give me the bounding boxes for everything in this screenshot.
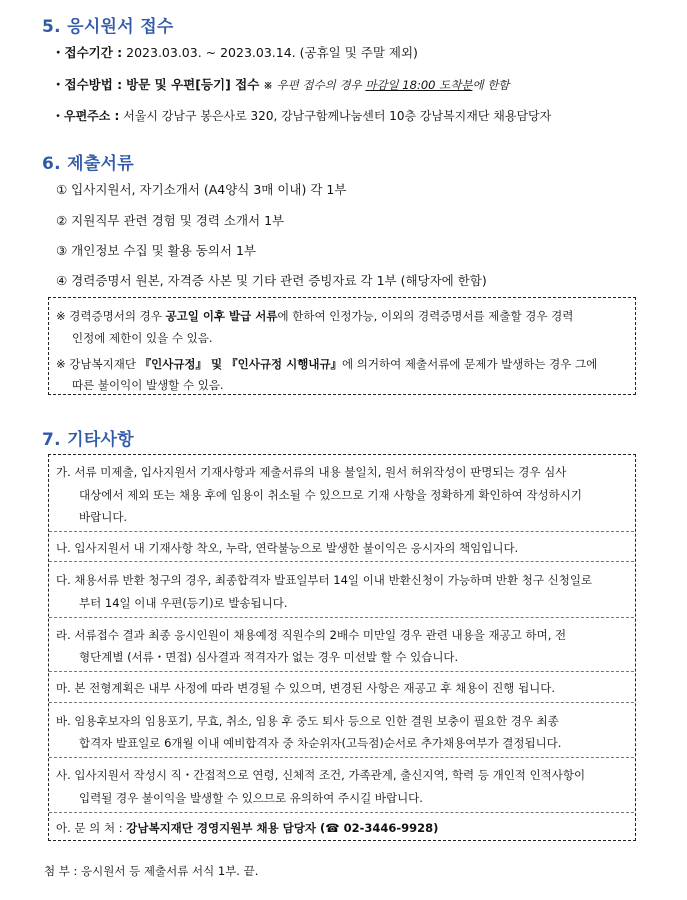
address-row (52, 107, 551, 124)
misc-item-line: 바. 임용후보자의 임용포기, 무효, 취소, 임용 후 중도 퇴사 등으로 인한 결원 보충이 필요한 경우 최종 (56, 714, 559, 728)
note-1-line-1 (56, 308, 573, 324)
period-label: ・접수기간 : (52, 45, 123, 60)
misc-item-line: 나. 입사지원서 내 기재사항 착오, 누락, 연락불능으로 발생한 불이익은 응시자의 책임입니다. (56, 541, 519, 555)
doc-item: ④ 경력증명서 원본, 자격증 사본 및 기타 관련 증빙자료 각 1부 (해당자에 한함) (56, 273, 487, 288)
doc-item: ③ 개인정보 수집 및 활용 동의서 1부 (56, 243, 256, 258)
misc-item-line: 대상에서 제외 또는 채용 후에 임용이 취소될 수 있으므로 기재 사항을 정확하게 확인하여 작성하시기 (79, 488, 582, 502)
misc-item-line: 마. 본 전형계획은 내부 사정에 따라 변경될 수 있으며, 변경된 사항은 재공고 후 채용이 진행 됩니다. (56, 681, 556, 695)
method-value: 방문 및 우편[등기] 접수 (126, 77, 260, 92)
note-1-text-cont: 에 한하여 인정가능, 이외의 경력증명서를 제출할 경우 경력 (277, 309, 574, 323)
divider (49, 757, 634, 758)
doc-item: ① 입사지원서, 자기소개서 (A4양식 3매 이내) 각 1부 (56, 182, 347, 197)
divider (49, 617, 634, 618)
divider (49, 702, 634, 703)
period-value: 2023.03.03. ~ 2023.03.14. (공휴일 및 주말 제외) (126, 45, 418, 60)
section-6-title: 6. 제출서류 (42, 154, 134, 174)
address-label: ・우편주소 : (52, 109, 120, 123)
section-7-title: 7. 기타사항 (42, 430, 134, 450)
misc-item-line: 다. 채용서류 반환 청구의 경우, 최종합격자 발표일부터 14일 이내 반환신청이 가능하며 반환 청구 신청일로 (56, 573, 593, 587)
note-1-emphasis: 공고일 이후 발급 서류 (165, 309, 278, 323)
method-label: ・접수방법 : (52, 77, 123, 92)
contact-value: 강남복지재단 경영지원부 채용 담당자 (☎ 02-3446-9928) (126, 821, 439, 835)
misc-item-line: 부터 14일 이내 우편(등기)로 발송됩니다. (79, 596, 288, 610)
note-1-line-2: 인정에 제한이 있을 수 있음. (72, 331, 213, 345)
method-note-a: ※ 우편 접수의 경우 (263, 78, 366, 92)
misc-item-line: 형단계별 (서류・면접) 심사결과 적격자가 없는 경우 미선발 할 수 있습니다. (79, 650, 459, 664)
misc-item-line: 입력될 경우 불이익을 발생할 수 있으므로 유의하여 주시길 바랍니다. (79, 791, 423, 805)
note-2-and: 및 (207, 357, 227, 371)
method-row (52, 75, 509, 93)
misc-item-line: 합격자 발표일로 6개월 이내 예비합격자 중 차순위자(고득점)순서로 추가채용여부가 결정됩니다. (79, 736, 562, 750)
note-2-line-2: 따른 불이익이 발생할 수 있음. (72, 378, 224, 392)
note-2-rule-2: 『인사규정 시행내규』 (226, 357, 343, 371)
method-note-b: 마감일 18:00 도착분 (365, 78, 473, 92)
note-1-text: ※ 경력증명서의 경우 (56, 309, 166, 323)
note-2-line-1 (56, 356, 597, 372)
divider (49, 531, 634, 532)
contact-label: 아. 문 의 처 : (56, 821, 123, 835)
contact-row (56, 820, 438, 836)
section-5-title: 5. 응시원서 접수 (42, 17, 174, 37)
note-2-text: ※ 강남복지재단 (56, 357, 140, 371)
doc-item: ② 지원직무 관련 경험 및 경력 소개서 1부 (56, 213, 285, 228)
note-2-text-cont: 에 의거하여 제출서류에 문제가 발생하는 경우 그에 (342, 357, 598, 371)
misc-item-line: 바랍니다. (79, 510, 128, 524)
misc-item-line: 가. 서류 미제출, 입사지원서 기재사항과 제출서류의 내용 불일치, 원서 허위작성이 판명되는 경우 심사 (56, 465, 567, 479)
period-row (52, 43, 418, 61)
attachment-note: 첨 부 : 응시원서 등 제출서류 서식 1부. 끝. (44, 864, 259, 878)
misc-item-line: 라. 서류접수 결과 최종 응시인원이 채용예정 직원수의 2배수 미만일 경우 관련 내용을 재공고 하며, 전 (56, 628, 567, 642)
misc-item-line: 사. 입사지원서 작성시 직・간접적으로 연령, 신체적 조건, 가족관계, 출신지역, 학력 등 개인적 인적사항이 (56, 768, 586, 782)
divider (49, 561, 634, 562)
divider (49, 671, 634, 672)
note-2-rule-1: 『인사규정』 (139, 357, 208, 371)
address-value: 서울시 강남구 봉은사로 320, 강남구함께나눔센터 10층 강남복지재단 채용담당자 (123, 109, 552, 123)
method-note-c: 에 한함 (472, 78, 510, 92)
divider (49, 812, 634, 813)
